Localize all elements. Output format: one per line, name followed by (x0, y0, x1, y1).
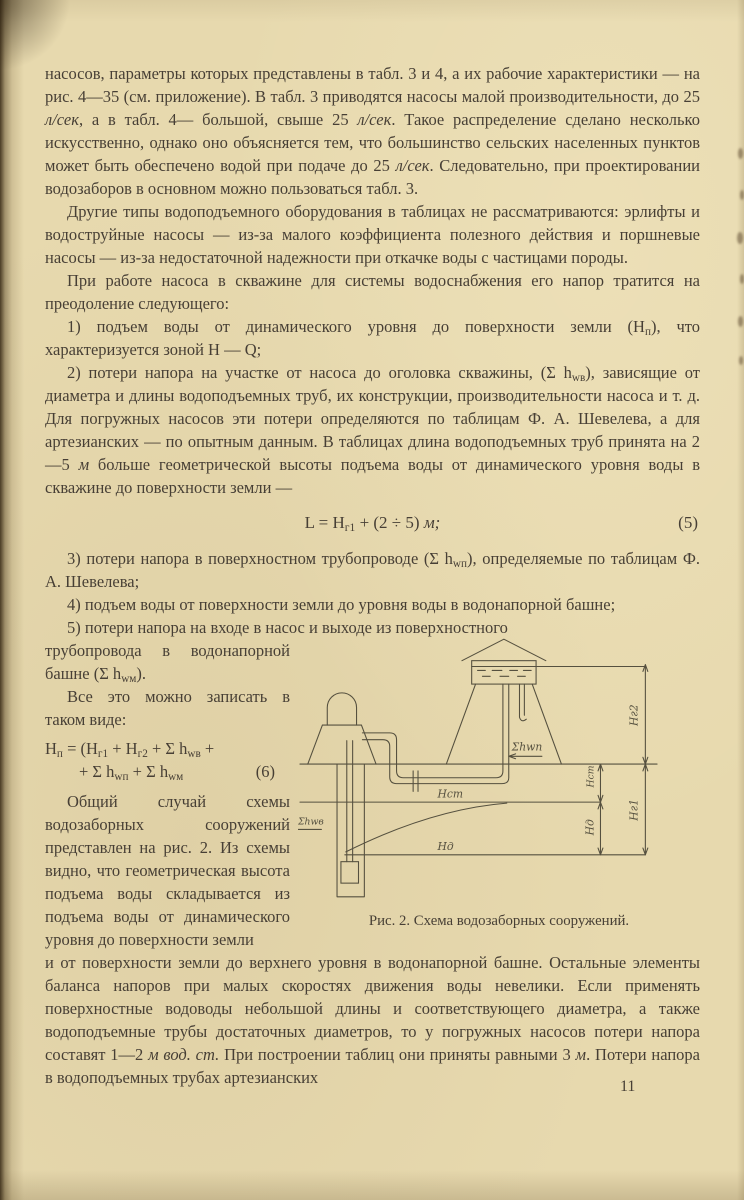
pump-column-pipe (347, 741, 353, 862)
formula-6-line2: + Σ $h_{wп} + \Sigma$ $h_{wм}$ (79, 762, 184, 783)
paragraph-other-equipment: Другие типы водоподъемного оборудования в таблицах не рассматриваются: эрлифты и водоструйные насосы — из-за малого коэффициента полезного действия и поршневые насосы — из-за недостаточной надежности при откачке воды с частицами породы. (45, 202, 700, 267)
figure-2-caption: Рис. 2. Схема водозаборных сооружений. (368, 913, 630, 929)
page-number: 11 (620, 1078, 636, 1095)
formula-6-line1: $Н_п = (Н_{г1} + Н_{г2} + \Sigma$ $h_{wв}$ + (45, 739, 215, 760)
overflow-pipe (519, 684, 526, 721)
inner-dimension-line (598, 764, 603, 855)
drawdown-curve (346, 803, 507, 852)
tower-legs (446, 684, 561, 764)
pipe-coupling (413, 771, 418, 791)
label-h-st-dim: Нст (585, 765, 597, 788)
wellhead-dome (327, 693, 356, 725)
wellhead-base (308, 725, 376, 764)
formula-5 (45, 511, 700, 534)
outer-dimension-line (643, 665, 648, 855)
tank-water-hatching (478, 670, 532, 676)
label-h-d-dim: Нд (583, 819, 597, 836)
paper-stain (740, 190, 744, 200)
paragraph-pump-head-intro: При работе насоса в скважине для системы водоснабжения его напор тратится на преодоление следующего: (45, 271, 700, 313)
formula-5-number: (5) (678, 513, 698, 532)
submersible-pump (341, 862, 359, 883)
paragraph-scheme-continuation: и от поверхности земли до верхнего уровня в водонапорной башне. Остальные элементы баланса напоров при малых скоростях движения воды невелики. Если применять поверхностные водоводы небольшой длины и соответствующего диаметра, а также водоподъемные трубы достаточных диаметров, то у погружных насосов потери напора составят 1—2 м вод. ст. При построении таблиц они приняты равными 3 м. Потери напора в водоподъемных трубах артезианских (45, 953, 701, 1087)
list-item-2: 2) потери напора на участке от насоса до оголовка скважины, (Σ $h_{wв}$), зависящие от диаметра и длины водоподъемных труб, их конструкции, производительности насоса и т. д. Для погружных насосов эти потери определяются по таблицам Ф. А. Шевелева, а для артезианских — по опытным данным. В таблицах длина водоподъемных труб принята на 2—5 м больше геометрической высоты подъема воды от динамического уровня воды в скважине до поверхности земли — (45, 363, 700, 497)
label-h-dynamic: Нд (437, 839, 454, 853)
hwp-dim-line (509, 754, 542, 759)
list-item-5-continuation: трубопровода в водонапорной башне (Σ $h_{wм}$). (45, 641, 290, 685)
tower-roof (462, 639, 546, 660)
label-h-g2: Нг2 (627, 704, 641, 727)
list-item-1: 1) подъем воды от динамического уровня до поверхности земли $(Н_п)$, что характеризуется зоной Н — Q; (45, 317, 700, 359)
paragraph-general-scheme: Общий случай схемы водозаборных сооружений представлен на рис. 2. Из схемы видно, что геометрическая высота подъема воды складывается из подъема воды от динамического уровня до поверхности земли (45, 792, 290, 949)
label-h-static: Нст (437, 787, 464, 801)
formula-6-number: (6) (255, 762, 275, 781)
label-sum-hwp: Σhwп (511, 740, 543, 754)
label-sum-hwv: Σhwв (298, 816, 324, 828)
paper-stain (738, 148, 743, 159)
formula-5-body: $L = Н_{г1} + (2 \div 5)$ м; (304, 513, 441, 534)
figure-2-diagram (298, 635, 700, 901)
list-item-3: 3) потери напора в поверхностном трубопроводе (Σ $h_{wп}$), определяемые по таблицам Ф. А. Шевелева; (45, 549, 700, 591)
paper-stain (738, 316, 743, 327)
paper-stain (737, 232, 743, 244)
delivery-pipe-bottom (362, 684, 508, 784)
page-text-block (45, 62, 700, 1089)
list-item-5-start: 5) потери напора на входе в насос и выходе из поверхностного (67, 618, 508, 637)
figure-2 (298, 635, 700, 933)
paragraph-all-this: Все это можно записать в таком виде: (45, 687, 290, 729)
paragraph-pump-tables: насосов, параметры которых представлены в табл. 3 и 4, а их рабочие характеристики — на рис. 4—35 (см. приложение). В табл. 3 приводятся насосы малой производительности, до 25 л/сек, а в табл. 4— большой, свыше 25 л/сек. Такое распределение сделано несколько искусственно, однако оно объясняется тем, что большинство сельских населенных пунктов может быть обеспечено водой при подаче до 25 л/сек. Следовательно, при проектировании водозаборов в основном можно пользоваться табл. 3. (45, 64, 701, 198)
list-item-4: 4) подъем воды от поверхности земли до уровня воды в водонапорной башне; (67, 595, 616, 614)
tower-tank (472, 661, 536, 684)
paper-stain (739, 356, 743, 365)
label-h-g1: Нг1 (627, 799, 641, 821)
paper-stain (740, 274, 744, 284)
